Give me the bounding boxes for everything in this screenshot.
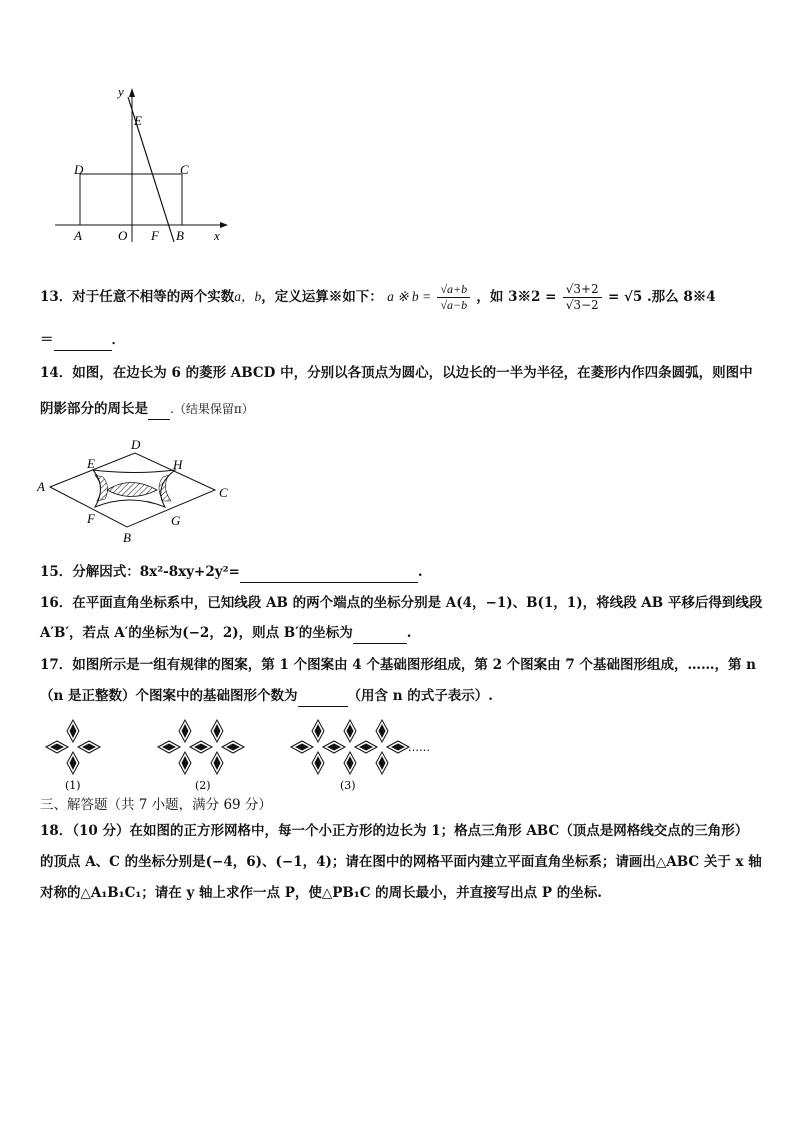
label-y: y (118, 84, 124, 99)
label-B: B (176, 228, 184, 243)
rhombus-label-G: G (171, 513, 181, 528)
rhombus-label-C: C (219, 485, 228, 500)
q13-expr-left: a ※ b = (387, 289, 432, 304)
question-16-line1: 16．在平面直角坐标系中，已知线段 AB 的两个端点的坐标分别是 A(4，−1)、B(1，1)，将线段 AB 平移后得到线段 (40, 595, 763, 611)
rhombus-label-D: D (131, 437, 141, 452)
q13-prefix: 13．对于任意不相等的两个实数 (40, 289, 235, 305)
label-x: x (214, 228, 220, 243)
caption-2: (2) (195, 779, 211, 792)
q13-example-post: = √5 .那么 8※4 (608, 289, 716, 305)
q17-line2-pre: （n 是正整数）个图案中的基础图形个数为 (40, 688, 298, 704)
label-E: E (134, 113, 142, 128)
section-3-title: 三、解答题（共 7 小题，满分 69 分） (40, 797, 272, 813)
q16-answer-blank[interactable] (353, 623, 407, 644)
label-A: A (74, 228, 82, 243)
rhombus-label-A: A (37, 479, 45, 494)
question-13-line2: ＝ ． (40, 330, 125, 351)
q15-text: 15．分解因式：8x²-8xy+2y²= (40, 564, 240, 580)
q14-line2-post: .（结果保留π） (170, 402, 254, 416)
coordinate-figure (50, 82, 235, 247)
caption-3: (3) (340, 779, 356, 792)
question-18-line3: 对称的△A₁B₁C₁；请在 y 轴上求作一点 P，使△PB₁C 的周长最小，并直接写出点 P 的坐标. (40, 885, 602, 901)
pattern-3 (291, 720, 409, 774)
question-14-line1: 14．如图，在边长为 6 的菱形 ABCD 中，分别以各顶点为圆心，以边长的一半为半径，在菱形内作四条圆弧，则图中 (40, 365, 753, 381)
q13-answer-blank[interactable] (54, 330, 112, 351)
q15-answer-blank[interactable] (240, 562, 418, 583)
question-18-line1: 18．（10 分）在如图的正方形网格中，每一个小正方形的边长为 1；格点三角形 ABC（顶点是网格线交点的三角形） (40, 823, 749, 839)
q13-mid: ，定义运算※如下： (261, 289, 383, 305)
question-14-line2 (40, 399, 254, 420)
q13-frac1-num: √a+b (437, 282, 470, 298)
question-16-line2: A′B′，若点 A′的坐标为(−2，2)，则点 B′的坐标为 . (40, 623, 411, 644)
question-15: 15．分解因式：8x²-8xy+2y²= . (40, 562, 423, 583)
label-C: C (180, 162, 189, 177)
rhombus-label-F: F (87, 511, 95, 526)
q13-line2: ＝ (40, 332, 54, 348)
q13-fraction-example (563, 282, 602, 313)
q14-answer-blank[interactable] (148, 399, 170, 420)
pattern-1 (46, 720, 100, 774)
label-F: F (151, 228, 159, 243)
q13-frac2-den: √3−2 (565, 298, 599, 312)
q13-fraction-definition (437, 282, 470, 313)
q13-frac1-den: √a−b (440, 298, 468, 312)
question-17-line1: 17．如图所示是一组有规律的图案，第 1 个图案由 4 个基础图形组成，第 2 个图案由 7 个基础图形组成，……，第 n (40, 657, 756, 673)
label-D: D (74, 162, 84, 177)
rhombus-label-E: E (87, 456, 95, 471)
q16-line2-pre: A′B′，若点 A′的坐标为(−2，2)，则点 B′的坐标为 (40, 625, 353, 641)
pattern-figures (40, 715, 440, 795)
label-O: O (118, 228, 128, 243)
pattern-ellipsis: …… (408, 741, 430, 754)
question-13 (40, 282, 716, 313)
rhombus-label-B: B (123, 530, 131, 545)
q13-frac2-num: √3+2 (563, 282, 602, 298)
q13-vars: a，b (234, 289, 262, 304)
q13-example-pre: ，如 3※2 = (476, 289, 557, 305)
q14-line2-pre: 阴影部分的周长是 (40, 401, 148, 417)
caption-1: (1) (65, 779, 81, 792)
rhombus-figure (35, 435, 235, 545)
question-18-line2: 的顶点 A、C 的坐标分别是(−4，6)、(−1，4)；请在图中的网格平面内建立平面直角坐标系；请画出△ABC 关于 x 轴 (40, 854, 762, 870)
pattern-2 (158, 720, 244, 774)
q17-answer-blank[interactable] (298, 686, 348, 707)
rhombus-label-H: H (173, 457, 183, 472)
question-17-line2: （n 是正整数）个图案中的基础图形个数为 （用含 n 的式子表示）. (40, 686, 493, 707)
